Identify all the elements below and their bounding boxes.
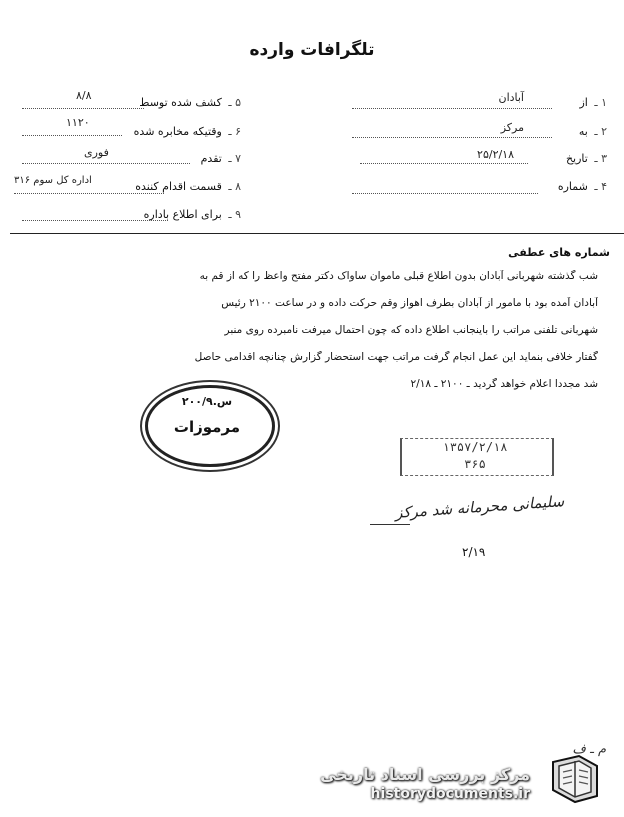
field-priority bbox=[201, 152, 244, 165]
field-from-label: از bbox=[579, 96, 588, 109]
field-priority-value: فوری bbox=[84, 146, 109, 159]
field-action-unit bbox=[135, 180, 244, 193]
field-priority-label: تقدم bbox=[200, 152, 222, 165]
field-transmitted-at-label: وقتیکه مخابره شده bbox=[133, 125, 222, 138]
field-action-unit-value: اداره کل سوم ۳۱۶ bbox=[14, 175, 92, 186]
body-line-3: شهربانی تلفنی مراتب را باینجانب اطلاع داده که چون احتمال میرفت نامبرده روی منبر bbox=[224, 324, 598, 336]
field-action-unit-dotted-line bbox=[14, 193, 164, 194]
field-to-dotted-line bbox=[352, 137, 552, 138]
corner-handwritten-note: م ـ ف bbox=[572, 742, 606, 757]
field-number-label: شماره bbox=[557, 180, 588, 193]
body-line-2: آبادان آمده بود با مامور از آبادان بطرف اهواز وقم حرکت داده و در ساعت ۲۱۰۰ رئیس bbox=[221, 297, 598, 309]
field-from-number: ۱ ـ bbox=[594, 96, 607, 109]
field-decoded-by bbox=[139, 96, 244, 109]
handwritten-signature: سلیمانی محرمانه شد مرکز bbox=[394, 492, 565, 522]
field-priority-dotted-line bbox=[22, 163, 190, 164]
body-line-1: شب گذشته شهربانی آبادان بدون اطلاع قبلی ماموان ساواک دکتر مفتح واعظ را که از قم به bbox=[199, 270, 598, 282]
watermark-site: historydocuments.ir bbox=[370, 786, 530, 802]
field-priority-number: ۷ ـ bbox=[228, 152, 241, 165]
field-to bbox=[579, 125, 610, 138]
classified-stamp-code: س.۲۰۰/۹ bbox=[181, 395, 233, 408]
signature-underline bbox=[370, 524, 410, 525]
received-stamp-date: ۱۳۵۷/۲/۱۸ bbox=[442, 440, 508, 454]
field-to-value: مرکز bbox=[500, 121, 524, 134]
field-number bbox=[558, 180, 610, 193]
header-divider bbox=[10, 233, 624, 234]
field-date-number: ۳ ـ bbox=[594, 152, 607, 165]
field-transmitted-at-number: ۶ ـ bbox=[228, 125, 241, 138]
document-title: تلگرافات وارده bbox=[249, 40, 375, 60]
field-date-dotted-line bbox=[360, 163, 528, 164]
field-action-unit-number: ۸ ـ bbox=[228, 180, 241, 193]
field-for-info-of-number: ۹ ـ bbox=[228, 208, 241, 221]
field-for-info-of-label: برای اطلاع باداره bbox=[143, 208, 222, 221]
document-archive-logo-icon bbox=[545, 752, 605, 804]
field-transmitted-at bbox=[134, 125, 244, 138]
field-transmitted-at-value: ۱۱۲۰ bbox=[66, 116, 90, 129]
body-line-5: شد مجددا اعلام خواهد گردید ـ ۲۱۰۰ ـ ۲/۱۸ bbox=[410, 378, 598, 390]
field-date-label: تاریخ bbox=[565, 152, 588, 165]
reference-numbers-heading: شماره های عطفی bbox=[508, 246, 610, 259]
field-decoded-by-number: ۵ ـ bbox=[228, 96, 241, 109]
received-stamp-number: ۳۶۵ bbox=[464, 457, 486, 471]
field-number-number: ۴ ـ bbox=[594, 180, 607, 193]
signature-number: ۲/۱۹ bbox=[462, 545, 486, 559]
field-from-dotted-line bbox=[352, 108, 552, 109]
field-date bbox=[566, 152, 610, 165]
field-for-info-of-dotted-line bbox=[22, 220, 168, 221]
field-action-unit-label: قسمت اقدام کننده bbox=[135, 180, 222, 193]
field-from-value: آبادان bbox=[498, 91, 524, 104]
field-number-dotted-line bbox=[352, 193, 538, 194]
field-decoded-by-value: ۸/۸ bbox=[76, 89, 92, 102]
field-decoded-by-dotted-line bbox=[22, 108, 144, 109]
field-to-number: ۲ ـ bbox=[594, 125, 607, 138]
field-transmitted-at-dotted-line bbox=[22, 135, 122, 136]
body-line-4: گفتار خلافی بنماید این عمل انجام گرفت مراتب جهت استحضار گزارش چنانچه اقدامی حاصل bbox=[194, 351, 598, 363]
field-decoded-by-label: کشف شده توسط bbox=[139, 96, 222, 109]
classified-stamp-label: مرموزات bbox=[173, 418, 241, 436]
field-to-label: به bbox=[578, 125, 588, 138]
watermark-title: مرکز بررسی اسناد تاریخی bbox=[320, 765, 530, 784]
field-from bbox=[579, 96, 610, 109]
field-date-value: ۲۵/۲/۱۸ bbox=[477, 148, 514, 161]
